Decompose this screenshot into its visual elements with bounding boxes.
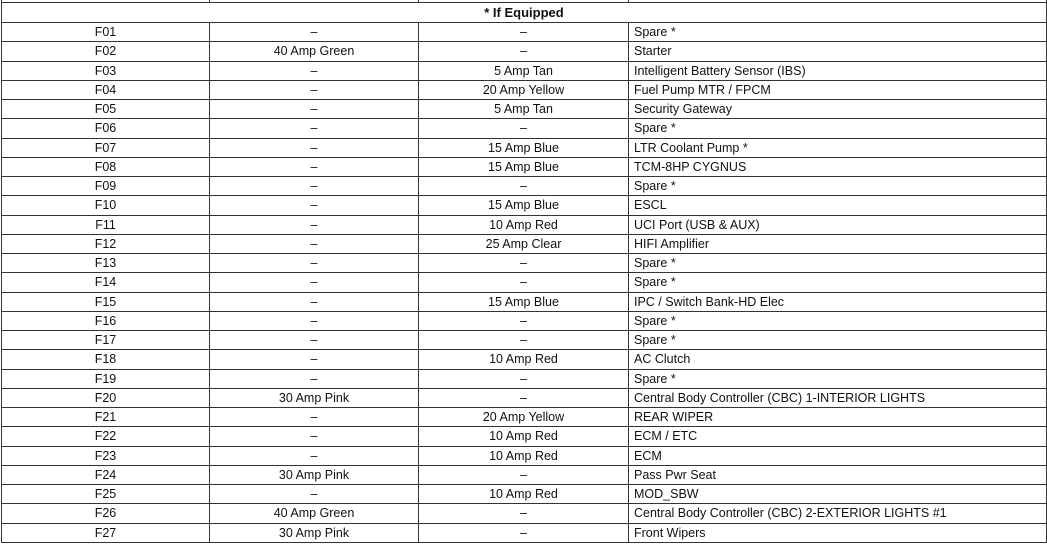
cartridge-fuse-cell: – [210, 485, 419, 504]
cavity-cell: F13 [2, 254, 210, 273]
table-row [2, 157, 1047, 176]
description-cell: Spare * [629, 254, 1047, 273]
cavity-cell: F14 [2, 273, 210, 292]
description-cell: Central Body Controller (CBC) 1-INTERIOR LIGHTS [629, 388, 1047, 407]
cavity-cell: F11 [2, 215, 210, 234]
description-cell: Spare * [629, 119, 1047, 138]
table-row [2, 350, 1047, 369]
cavity-cell: F18 [2, 350, 210, 369]
description-cell: Spare * [629, 331, 1047, 350]
if-equipped-heading: * If Equipped [2, 3, 1047, 23]
description-cell: Spare * [629, 23, 1047, 42]
description-cell: Intelligent Battery Sensor (IBS) [629, 61, 1047, 80]
cavity-cell: F08 [2, 157, 210, 176]
cavity-cell: F12 [2, 234, 210, 253]
cartridge-fuse-cell: – [210, 273, 419, 292]
table-row [2, 369, 1047, 388]
mini-fuse-cell: – [419, 273, 629, 292]
cavity-cell: F15 [2, 292, 210, 311]
description-cell: Security Gateway [629, 100, 1047, 119]
mini-fuse-cell: – [419, 254, 629, 273]
cartridge-fuse-cell: – [210, 331, 419, 350]
cavity-cell: F21 [2, 408, 210, 427]
cartridge-fuse-cell: – [210, 61, 419, 80]
description-cell: Spare * [629, 369, 1047, 388]
description-cell: ESCL [629, 196, 1047, 215]
mini-fuse-cell: 20 Amp Yellow [419, 408, 629, 427]
description-cell: UCI Port (USB & AUX) [629, 215, 1047, 234]
mini-fuse-cell: 5 Amp Tan [419, 100, 629, 119]
cavity-cell: F09 [2, 177, 210, 196]
mini-fuse-cell: 20 Amp Yellow [419, 80, 629, 99]
cavity-cell: F10 [2, 196, 210, 215]
cartridge-fuse-cell: 30 Amp Pink [210, 465, 419, 484]
description-cell: IPC / Switch Bank-HD Elec [629, 292, 1047, 311]
table-row [2, 446, 1047, 465]
table-row [2, 254, 1047, 273]
cartridge-fuse-cell: – [210, 138, 419, 157]
cavity-cell: F20 [2, 388, 210, 407]
mini-fuse-cell: 5 Amp Tan [419, 61, 629, 80]
cavity-cell: F17 [2, 331, 210, 350]
description-cell: MOD_SBW [629, 485, 1047, 504]
description-cell: Front Wipers [629, 523, 1047, 542]
fuse-table [1, 0, 1047, 543]
table-row [2, 408, 1047, 427]
cavity-cell: F16 [2, 311, 210, 330]
description-cell: ECM [629, 446, 1047, 465]
cavity-cell: F25 [2, 485, 210, 504]
cartridge-fuse-cell: – [210, 427, 419, 446]
cavity-cell: F24 [2, 465, 210, 484]
cartridge-fuse-cell: – [210, 292, 419, 311]
description-cell: AC Clutch [629, 350, 1047, 369]
mini-fuse-cell: – [419, 523, 629, 542]
table-row [2, 80, 1047, 99]
table-row [2, 292, 1047, 311]
table-row [2, 311, 1047, 330]
table-heading-row [2, 3, 1047, 23]
description-cell: Central Body Controller (CBC) 2-EXTERIOR LIGHTS #1 [629, 504, 1047, 523]
description-cell: HIFI Amplifier [629, 234, 1047, 253]
cartridge-fuse-cell: – [210, 215, 419, 234]
cartridge-fuse-cell: – [210, 177, 419, 196]
table-row [2, 331, 1047, 350]
mini-fuse-cell: – [419, 177, 629, 196]
table-row [2, 234, 1047, 253]
mini-fuse-cell: 25 Amp Clear [419, 234, 629, 253]
cartridge-fuse-cell: 40 Amp Green [210, 42, 419, 61]
table-row [2, 100, 1047, 119]
description-cell: LTR Coolant Pump * [629, 138, 1047, 157]
cartridge-fuse-cell: – [210, 100, 419, 119]
cartridge-fuse-cell: 40 Amp Green [210, 504, 419, 523]
table-row [2, 465, 1047, 484]
cavity-cell: F27 [2, 523, 210, 542]
description-cell: Pass Pwr Seat [629, 465, 1047, 484]
mini-fuse-cell: – [419, 311, 629, 330]
table-row [2, 523, 1047, 542]
mini-fuse-cell: – [419, 465, 629, 484]
mini-fuse-cell: – [419, 42, 629, 61]
cartridge-fuse-cell: – [210, 350, 419, 369]
cavity-cell: F01 [2, 23, 210, 42]
table-row [2, 215, 1047, 234]
description-cell: Spare * [629, 177, 1047, 196]
table-row [2, 504, 1047, 523]
mini-fuse-cell: – [419, 23, 629, 42]
description-cell: Fuel Pump MTR / FPCM [629, 80, 1047, 99]
cartridge-fuse-cell: – [210, 446, 419, 465]
cartridge-fuse-cell: – [210, 119, 419, 138]
mini-fuse-cell: 10 Amp Red [419, 350, 629, 369]
cavity-cell: F19 [2, 369, 210, 388]
mini-fuse-cell: 15 Amp Blue [419, 157, 629, 176]
cartridge-fuse-cell: – [210, 369, 419, 388]
cavity-cell: F02 [2, 42, 210, 61]
cartridge-fuse-cell: – [210, 196, 419, 215]
mini-fuse-cell: 10 Amp Red [419, 427, 629, 446]
description-cell: Starter [629, 42, 1047, 61]
mini-fuse-cell: – [419, 504, 629, 523]
mini-fuse-cell: 10 Amp Red [419, 485, 629, 504]
cavity-cell: F05 [2, 100, 210, 119]
cavity-cell: F04 [2, 80, 210, 99]
cavity-cell: F22 [2, 427, 210, 446]
cavity-cell: F06 [2, 119, 210, 138]
fuse-table-body [2, 0, 1047, 542]
description-cell: ECM / ETC [629, 427, 1047, 446]
table-row [2, 61, 1047, 80]
mini-fuse-cell: 15 Amp Blue [419, 138, 629, 157]
table-row [2, 273, 1047, 292]
cartridge-fuse-cell: – [210, 254, 419, 273]
table-row [2, 485, 1047, 504]
mini-fuse-cell: – [419, 369, 629, 388]
table-row [2, 42, 1047, 61]
mini-fuse-cell: – [419, 388, 629, 407]
mini-fuse-cell: 10 Amp Red [419, 215, 629, 234]
cartridge-fuse-cell: – [210, 157, 419, 176]
description-cell: Spare * [629, 311, 1047, 330]
table-row [2, 196, 1047, 215]
description-cell: TCM-8HP CYGNUS [629, 157, 1047, 176]
table-row [2, 138, 1047, 157]
table-row [2, 427, 1047, 446]
cavity-cell: F03 [2, 61, 210, 80]
cartridge-fuse-cell: – [210, 80, 419, 99]
description-cell: REAR WIPER [629, 408, 1047, 427]
cartridge-fuse-cell: 30 Amp Pink [210, 388, 419, 407]
mini-fuse-cell: 15 Amp Blue [419, 292, 629, 311]
cartridge-fuse-cell: 30 Amp Pink [210, 523, 419, 542]
cartridge-fuse-cell: – [210, 23, 419, 42]
cartridge-fuse-cell: – [210, 408, 419, 427]
table-row [2, 119, 1047, 138]
cavity-cell: F07 [2, 138, 210, 157]
table-row [2, 388, 1047, 407]
table-row [2, 23, 1047, 42]
description-cell: Spare * [629, 273, 1047, 292]
mini-fuse-cell: 10 Amp Red [419, 446, 629, 465]
cavity-cell: F23 [2, 446, 210, 465]
cartridge-fuse-cell: – [210, 311, 419, 330]
mini-fuse-cell: 15 Amp Blue [419, 196, 629, 215]
mini-fuse-cell: – [419, 331, 629, 350]
mini-fuse-cell: – [419, 119, 629, 138]
cartridge-fuse-cell: – [210, 234, 419, 253]
table-row [2, 177, 1047, 196]
cavity-cell: F26 [2, 504, 210, 523]
